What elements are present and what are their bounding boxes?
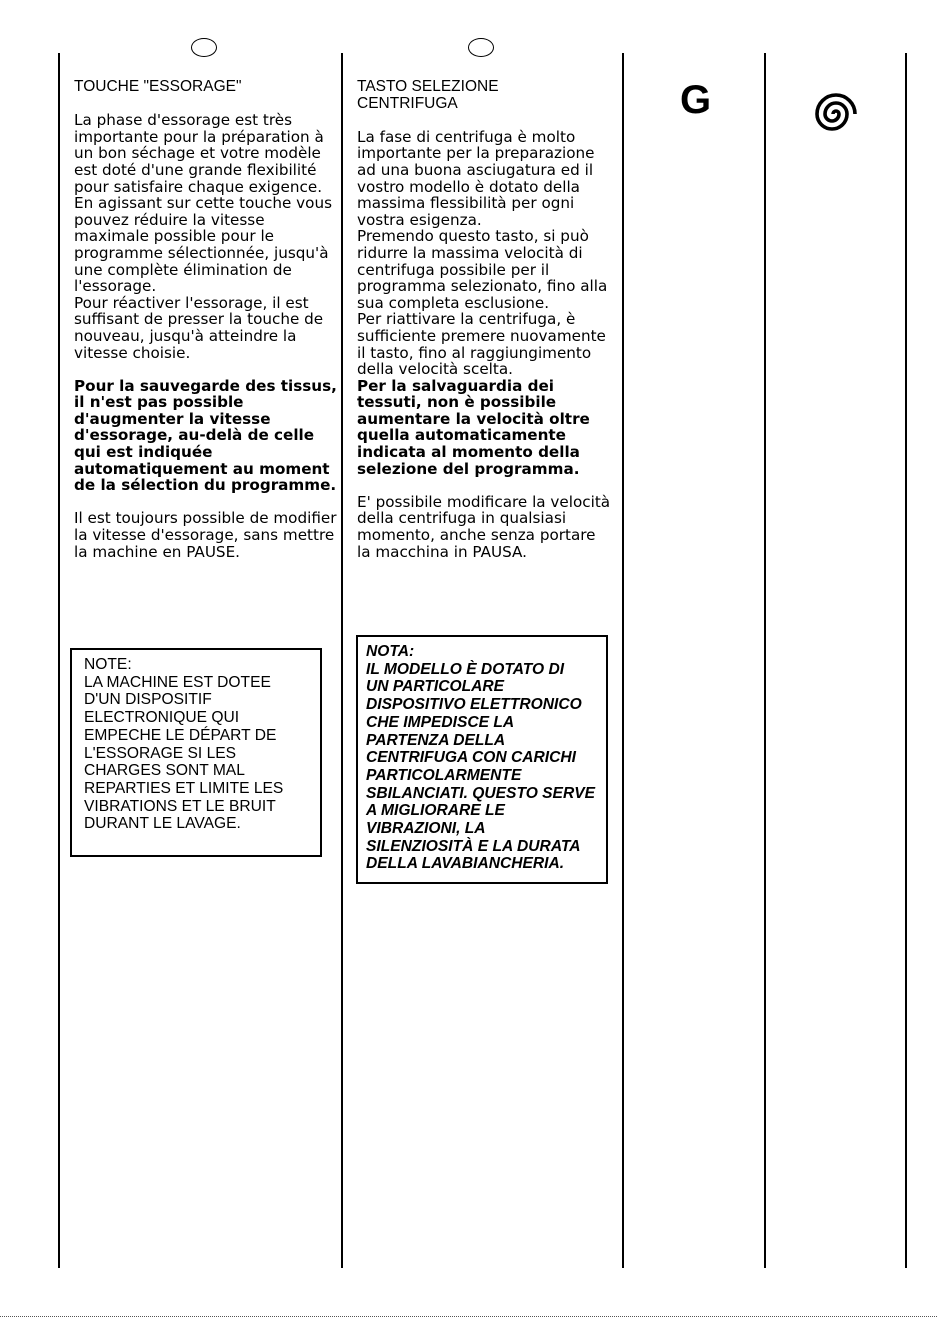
note-line: NOTE: xyxy=(84,656,132,673)
note-line: DURANT LE LAVAGE. xyxy=(84,815,241,833)
note-line: CENTRIFUGA CON CARICHI xyxy=(366,749,576,767)
language-marker-circle xyxy=(191,38,217,57)
french-column xyxy=(74,79,339,577)
italian-paragraph: Per riattivare la centrifuga, è sufficiente premere nuovamente il tasto, fino al raggiungimento della velocità scelta. xyxy=(357,310,606,379)
french-note-box xyxy=(70,648,322,857)
section-letter: G xyxy=(680,78,712,122)
note-line: DISPOSITIVO ELETTRONICO xyxy=(366,696,582,714)
french-paragraph: La phase d'essorage est très importante pour la préparation à un bon séchage et votre modèle est doté d'une grande flexibilité pour satisfaire chaque exigence. xyxy=(74,111,324,196)
note-line: EMPECHE LE DÉPART DE xyxy=(84,726,277,744)
italian-column xyxy=(357,79,613,577)
french-paragraph: Pour réactiver l'essorage, il est suffisant de presser la touche de nouveau, jusqu'à atteindre la vitesse choisie. xyxy=(74,293,324,362)
note-line: UN PARTICOLARE xyxy=(366,678,505,696)
note-line: NOTA: xyxy=(366,643,415,660)
column-divider xyxy=(58,53,60,1268)
note-line: A MIGLIORARE LE xyxy=(366,802,505,820)
spin-spiral-icon xyxy=(811,89,861,139)
note-line: DELLA LAVABIANCHERIA. xyxy=(366,855,565,873)
column-divider xyxy=(905,53,907,1268)
note-line: VIBRAZIONI, LA xyxy=(366,820,486,838)
italian-paragraph: La fase di centrifuga è molto importante per la preparazione ad una buona asciugatura ed il vostro modello è dotato della massima flessibilità per ogni vostra esigenza. xyxy=(357,127,595,229)
note-line: SBILANCIATI. QUESTO SERVE xyxy=(366,784,596,802)
french-paragraph: En agissant sur cette touche vous pouvez réduire la vitesse maximale possible pour le programme sélectionnée, jusqu'à une complète élimination de l'essorage. xyxy=(74,194,332,296)
french-section-title: TOUCHE "ESSORAGE" xyxy=(74,78,242,95)
italian-note-box xyxy=(356,635,608,884)
italian-paragraph: Premendo questo tasto, si può ridurre la massima velocità di centrifuga possibile per il programma selezionato, fino alla sua completa esclusione. xyxy=(357,227,608,312)
italian-title-line: TASTO SELEZIONE xyxy=(357,78,499,95)
note-line: IL MODELLO È DOTATO DI xyxy=(366,660,565,678)
note-line: REPARTIES ET LIMITE LES xyxy=(84,779,284,797)
note-line: CHARGES SONT MAL xyxy=(84,762,245,780)
italian-paragraph: E' possibile modificare la velocità della centrifuga in qualsiasi momento, anche senza portare la macchina in PAUSA. xyxy=(357,492,611,561)
note-line: CHE IMPEDISCE LA xyxy=(366,713,515,731)
note-line: PARTICOLARMENTE xyxy=(366,766,522,784)
french-paragraph: Il est toujours possible de modifier la vitesse d'essorage, sans mettre la machine en PAUSE. xyxy=(74,509,337,561)
italian-section-title xyxy=(357,79,613,112)
french-warning-text: Pour la sauvegarde des tissus, il n'est pas possible d'augmenter la vitesse d'essorage, au-delà de celle qui est indiquée automatiquement au moment de la sélection du programme. xyxy=(74,376,337,495)
note-line: ELECTRONIQUE QUI xyxy=(84,709,240,727)
column-divider xyxy=(622,53,624,1268)
language-marker-circle xyxy=(468,38,494,57)
note-line: D'UN DISPOSITIF xyxy=(84,691,212,709)
column-divider xyxy=(764,53,766,1268)
note-line: PARTENZA DELLA xyxy=(366,731,506,749)
note-line: LA MACHINE EST DOTEE xyxy=(84,673,271,691)
column-divider xyxy=(341,53,343,1268)
page-bottom-rule xyxy=(0,1316,937,1317)
note-line: VIBRATIONS ET LE BRUIT xyxy=(84,797,276,815)
note-line: L'ESSORAGE SI LES xyxy=(84,744,237,762)
italian-warning-text: Per la salvaguardia dei tessuti, non è possibile aumentare la velocità oltre quella automaticamente indicata al momento della selezione del programma. xyxy=(357,376,590,478)
note-line: SILENZIOSITÀ E LA DURATA xyxy=(366,837,581,855)
italian-title-line: CENTRIFUGA xyxy=(357,94,458,112)
